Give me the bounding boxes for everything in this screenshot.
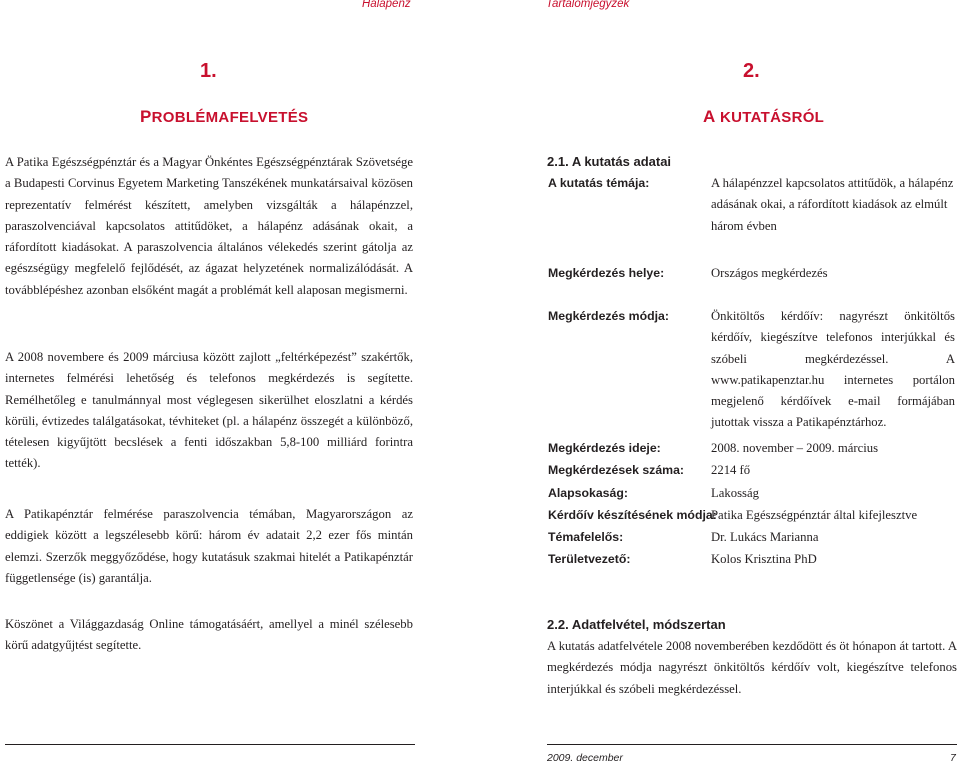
info-label-location: Megkérdezés helye: bbox=[548, 266, 665, 280]
info-label-count: Megkérdezések száma: bbox=[548, 463, 685, 477]
intro-paragraph-2 bbox=[5, 347, 413, 475]
section-heading-methodology: 2.2. Adatfelvétel, módszertan bbox=[547, 617, 726, 632]
info-label-population: Alapsokaság: bbox=[548, 486, 628, 500]
info-label-method: Megkérdezés módja: bbox=[548, 309, 669, 323]
footer-rule-right bbox=[547, 744, 957, 745]
info-label-responsible: Témafelelős: bbox=[548, 530, 624, 544]
footer-rule-left bbox=[5, 744, 415, 745]
page-number: 7 bbox=[950, 752, 956, 764]
paragraph-text: Köszönet a Világgazdaság Online támogatásáért, amellyel a minél szélesebb körű adatgyűjtést segítette. bbox=[5, 617, 413, 653]
info-label-period: Megkérdezés ideje: bbox=[548, 441, 661, 455]
paragraph-text: A Patikapénztár felmérése paraszolvencia témában, Magyarországon az eddigiek között a legszélesebb körű: három év adatait 2,2 ezer fős mintán elemzi. Szerzők meggyőződése, hogy kutatásuk szakmai hitelét a Patikapénztár függetlensége (is) garantálja. bbox=[5, 507, 413, 585]
nav-link-halapenz[interactable]: Hálapénz bbox=[362, 0, 411, 10]
methodology-paragraph: A kutatás adatfelvétele 2008 novemberében kezdődött és öt hónapon át tartott. A megkérdezés módja nagyrészt önkitöltős kérdőív volt, kiegészítve telefonos interjúkkal és szóbeli megkérdezéssel. bbox=[547, 639, 957, 696]
paragraph-text: A Patika Egészségpénztár és a Magyar Önkéntes Egészségpénztárak Szövetsége a Budapesti Corvinus Egyetem Marketing Tanszékének munkatársaival közösen reprezentatív felmérést készített, amelyben vizsgálták a hálapénzzel, paraszolvenciával kapcsolatos attitűdöket, a hálapénz adásának okait, a ráfordított kiadásokat. A paraszolvencia általános vélekedés szerint gátolja az egészségügy megfelelő fejlődését, az ágazat helyzetének normalizálódását. A továbblépéshez azonban elsőként magát a problémát kell alaposan megismerni. bbox=[5, 155, 413, 297]
info-value-questionnaire: Patika Egészségpénztár által kifejlesztve bbox=[711, 508, 918, 522]
intro-paragraph-1 bbox=[5, 152, 413, 301]
acknowledgement-paragraph bbox=[5, 614, 413, 657]
chapter-title-1 bbox=[140, 107, 308, 127]
info-value-location: Országos megkérdezés bbox=[711, 266, 828, 280]
footer-date: 2009. december bbox=[547, 752, 623, 764]
info-value-count: 2214 fő bbox=[711, 463, 751, 477]
info-label-questionnaire: Kérdőív készítésének módja: bbox=[548, 508, 717, 522]
info-value-area-manager: Kolos Krisztina PhD bbox=[711, 552, 817, 566]
chapter-title-2 bbox=[703, 107, 824, 127]
info-value-method: Önkitöltős kérdőív: nagyrészt önkitöltős kérdőív, kiegészítve telefonos interjúkkal és szóbeli megkérdezéssel. A www.patikapenztar.hu internetes portálon megjelenő kérdőívek e-mail formájában jutottak vissza a Patikapénztárhoz. bbox=[711, 309, 955, 430]
chapter-title-2-initial: A bbox=[703, 107, 716, 126]
chapter-title-2-rest: KUTATÁSRÓL bbox=[715, 109, 825, 126]
info-value-period: 2008. november – 2009. március bbox=[711, 441, 879, 455]
info-label-area-manager: Területvezető: bbox=[548, 552, 631, 566]
chapter-title-1-rest: ROBLÉMAFELVETÉS bbox=[151, 109, 309, 126]
intro-paragraph-3 bbox=[5, 504, 413, 589]
info-label-topic: A kutatás témája: bbox=[548, 176, 650, 190]
info-value-population: Lakosság bbox=[711, 486, 759, 500]
section-heading-research-data: 2.1. A kutatás adatai bbox=[547, 154, 672, 169]
info-value-topic: A hálapénzzel kapcsolatos attitűdök, a hálapénz adásának okai, a ráfordított kiadások az elmúlt három évben bbox=[711, 176, 954, 233]
chapter-title-1-initial: P bbox=[140, 107, 152, 126]
nav-link-toc[interactable]: Tartalomjegyzék bbox=[546, 0, 630, 10]
info-value-responsible: Dr. Lukács Marianna bbox=[711, 530, 819, 544]
paragraph-text: A 2008 novembere és 2009 márciusa között zajlott „feltérképezést” szakértők, internetes felmérési lehetőség és telefonos megkérdezés is segítette. Remélhetőleg e tanulmánnyal most véglegesen sikerülhet eloszlatni a kérdés körüli, évtizedes találgatásokat, tévhiteket (pl. a hálapénz összegét a különböző, tételesen kigyűjtött becslések a fenti időszakban 5,8-100 milliárd forintra tették). bbox=[5, 350, 413, 471]
chapter-number-1: 1. bbox=[200, 60, 217, 82]
chapter-number-2: 2. bbox=[743, 60, 760, 82]
